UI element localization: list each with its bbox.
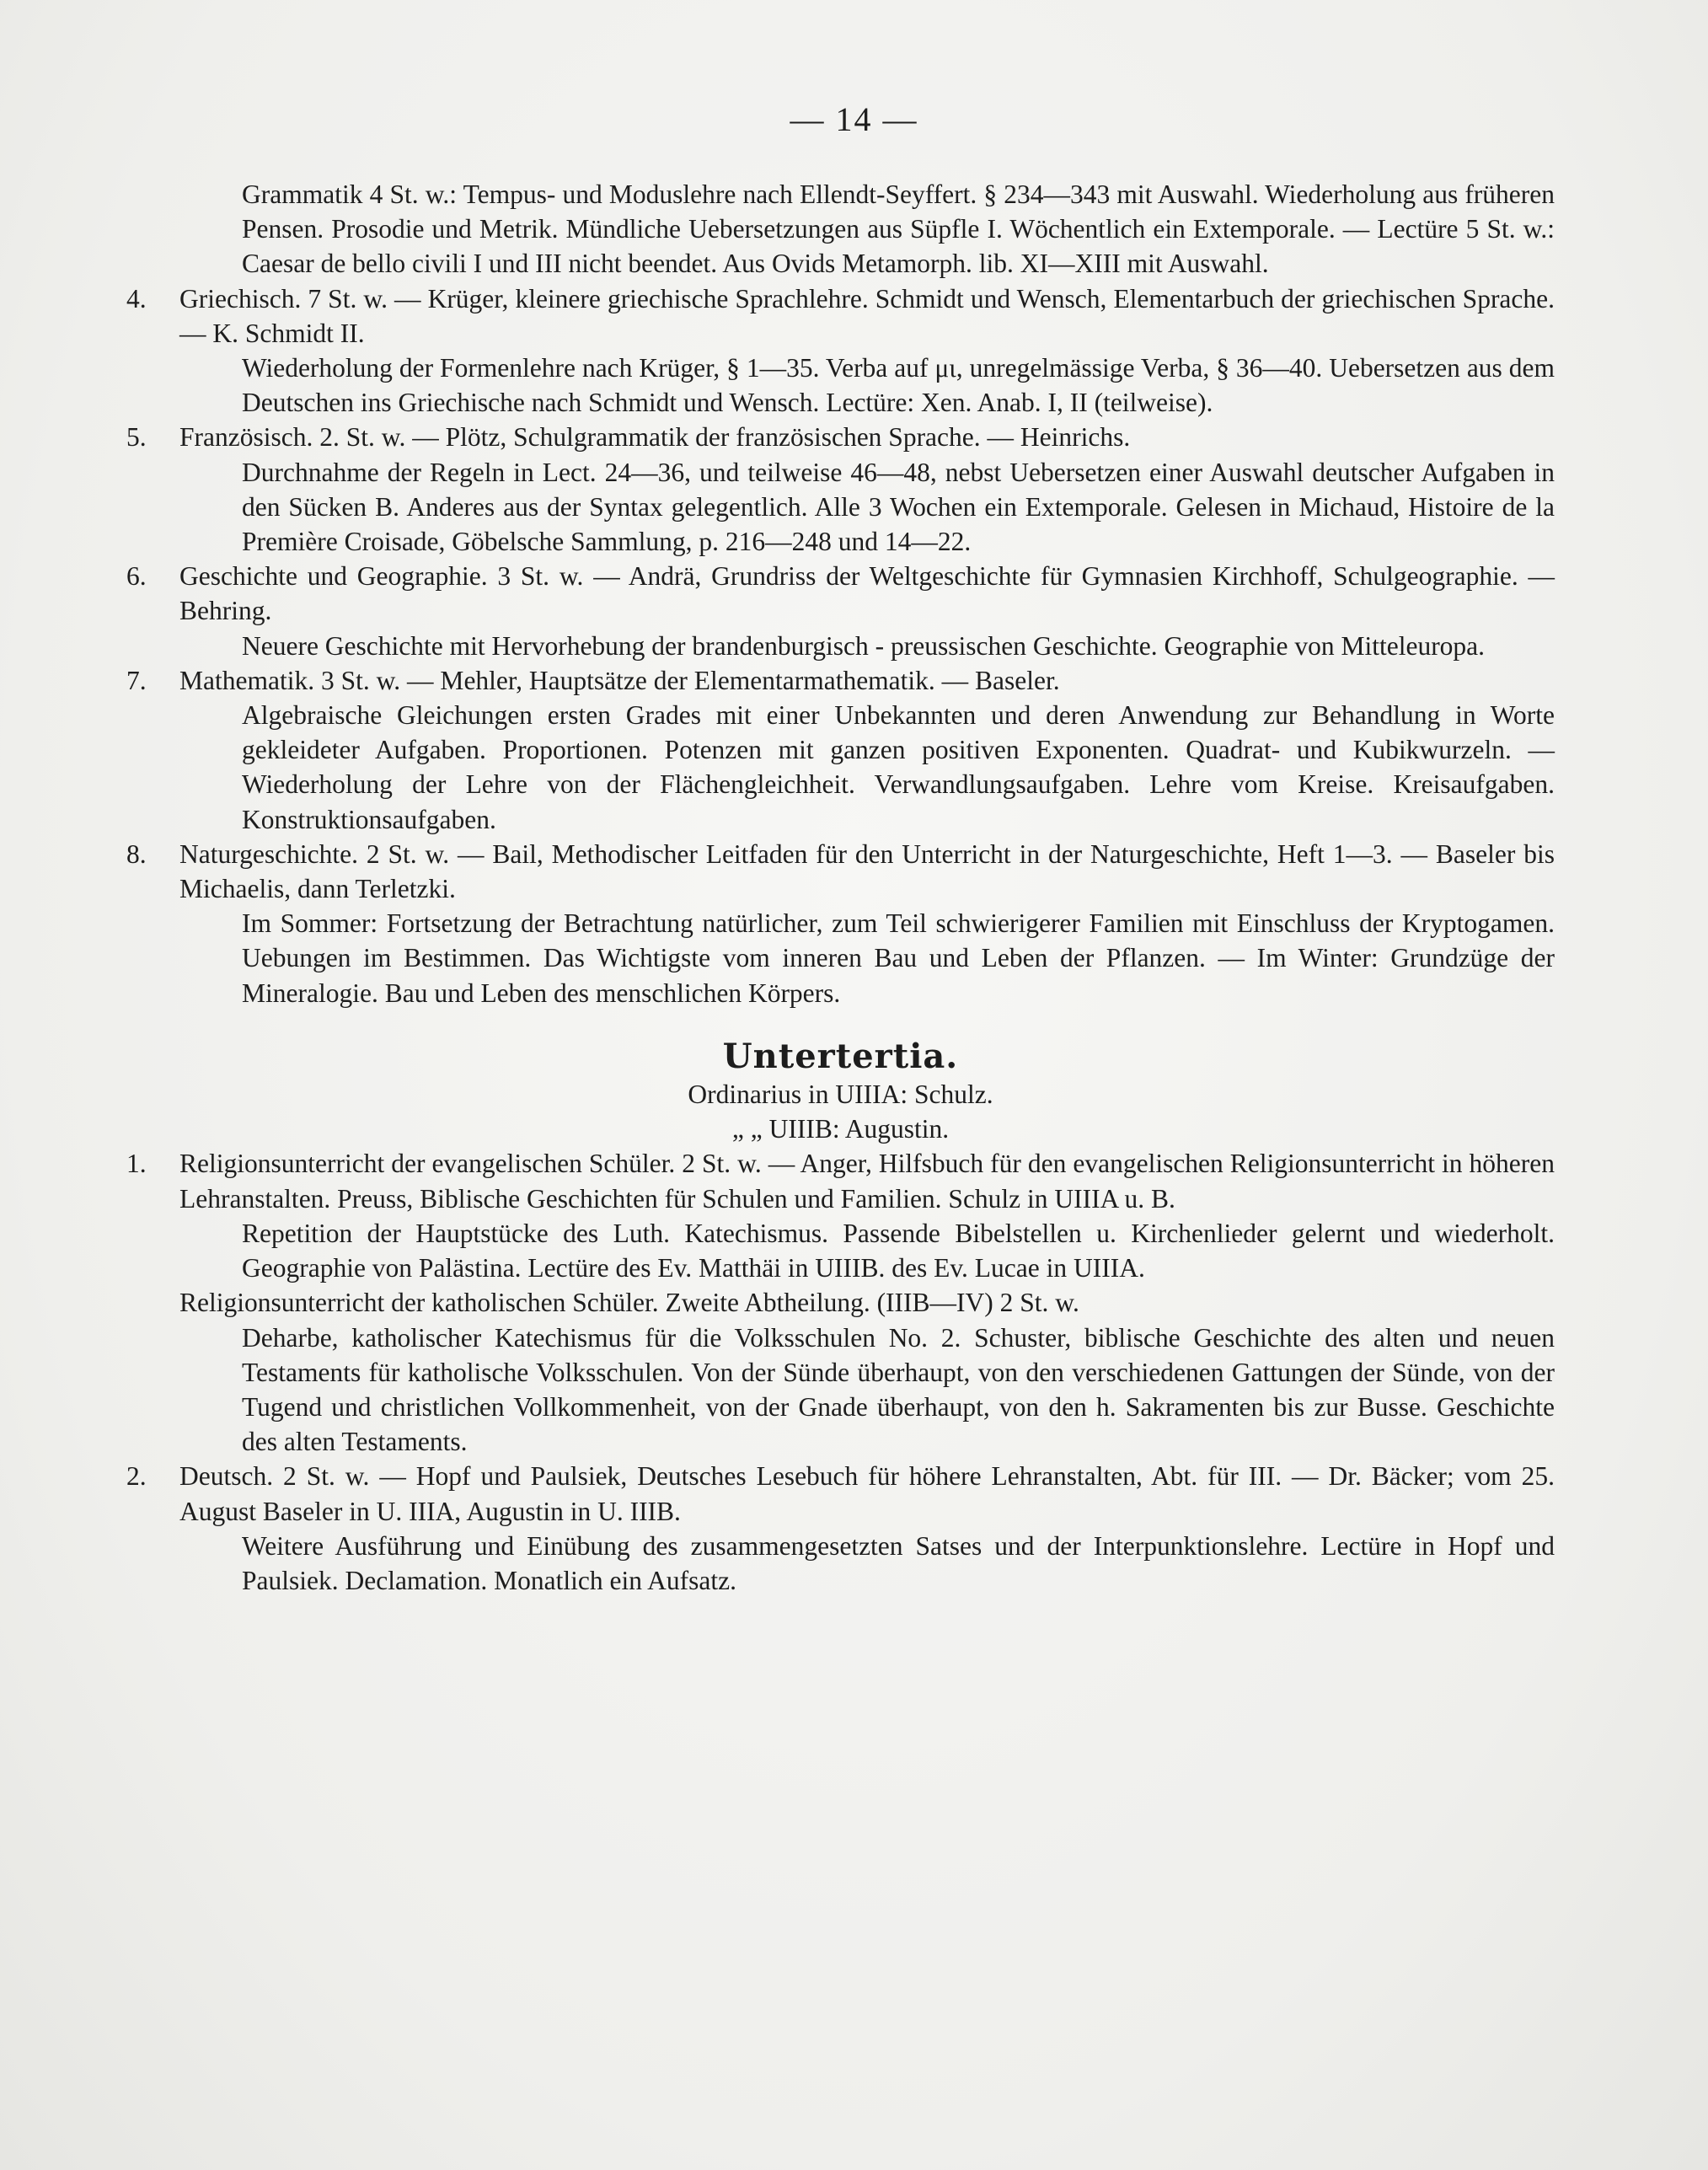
item-text: Deutsch. 2 St. w. — Hopf und Paulsiek, Deutsches Lesebuch für höhere Lehranstalten, Abt. für III. — Dr. Bäcker; vom 25. August Baseler in U. IIIA, Augustin in U. IIIB. [179, 1461, 1555, 1526]
item-number: 8. [126, 839, 147, 869]
paragraph-religion-evangelisch-detail: Repetition der Hauptstücke des Luth. Katechismus. Passende Bibelstellen u. Kirchenlieder gelernt und wiederholt. Geographie von Palästina. Lectüre des Ev. Matthäi in UIIIB. des Ev. Lucae in UIIIA. [242, 1218, 1555, 1283]
page-number: — 14 — [790, 100, 918, 138]
paragraph-religion-katholisch-detail: Deharbe, katholischer Katechismus für die Volksschulen No. 2. Schuster, biblische Geschichte des alten und neuen Testaments für katholische Volksschulen. Von der Sünde überhaupt, von den verschiedenen Gattungen der Sünde, von der Tugend und christlichen Vollkommenheit, von der Gnade überhaupt, von den h. Sakramenten bis zur Busse. Geschichte des alten Testaments. [242, 1322, 1555, 1457]
item-text: Mathematik. 3 St. w. — Mehler, Hauptsätze der Elementarmathematik. — Baseler. [179, 665, 1060, 695]
item-number: 7. [126, 665, 147, 695]
paragraph-deutsch-detail: Weitere Ausführung und Einübung des zusammengesetzten Satses und der Interpunktionslehre. Lectüre in Hopf und Paulsiek. Declamation. Monatlich ein Aufsatz. [242, 1530, 1555, 1595]
item-text: Französisch. 2. St. w. — Plötz, Schulgrammatik der französischen Sprache. — Heinrichs. [179, 422, 1131, 453]
item-geschichte [126, 559, 1555, 628]
item-text: Naturgeschichte. 2 St. w. — Bail, Methodischer Leitfaden für den Unterricht in der Naturgeschichte, Heft 1—3. — Baseler bis Michaelis, dann Terletzki. [179, 839, 1555, 904]
item-mathematik [126, 663, 1555, 698]
item-naturgeschichte [126, 837, 1555, 906]
item-text: Griechisch. 7 St. w. — Krüger, kleinere griechische Sprachlehre. Schmidt und Wensch, Elementarbuch der griechischen Sprache. — K. Schmidt II. [179, 283, 1555, 348]
ordinarius-line-1: Ordinarius in UIIIA: Schulz. [688, 1080, 993, 1110]
item-number: 1. [126, 1149, 147, 1179]
item-text: Geschichte und Geographie. 3 St. w. — Andrä, Grundriss der Weltgeschichte für Gymnasien Kirchhoff, Schulgeographie. — Behring. [179, 561, 1555, 626]
ordinarius-line-2: „ „ UIIIB: Augustin. [731, 1114, 950, 1144]
item-religion-evangelisch [126, 1146, 1555, 1215]
item-griechisch [126, 281, 1555, 351]
section-heading: Untertertia. [722, 1036, 959, 1076]
paragraph-naturgeschichte-detail: Im Sommer: Fortsetzung der Betrachtung natürlicher, zum Teil schwierigerer Familien mit Einschluss der Kryptogamen. Uebungen im Bestimmen. Das Wichtigste vom inneren Bau und Leben der Pflanzen. — Im Winter: Grundzüge der Mineralogie. Bau und Leben des menschlichen Körpers. [242, 908, 1555, 1008]
item-number: 5. [126, 422, 147, 453]
paragraph-geschichte-detail: Neuere Geschichte mit Hervorhebung der brandenburgisch - preussischen Geschichte. Geographie von Mitteleuropa. [242, 630, 1486, 661]
item-number: 4. [126, 283, 147, 313]
paragraph-griechisch-detail: Wiederholung der Formenlehre nach Krüger, § 1—35. Verba auf μι, unregelmässige Verba, § 36—40. Uebersetzen aus dem Deutschen ins Griechische nach Schmidt und Wensch. Lectüre: Xen. Anab. I, II (teilweise). [242, 353, 1555, 418]
item-number: 6. [126, 561, 147, 592]
paragraph-franzoesisch-detail: Durchnahme der Regeln in Lect. 24—36, und teilweise 46—48, nebst Uebersetzen einer Auswahl deutscher Aufgaben in den Sücken B. Anderes aus der Syntax gelegentlich. Alle 3 Wochen ein Extemporale. Gelesen in Michaud, Histoire de la Première Croisade, Göbelsche Sammlung, p. 216—248 und 14—22. [242, 457, 1555, 557]
item-franzoesisch [126, 420, 1555, 454]
paragraph-mathematik-detail: Algebraische Gleichungen ersten Grades mit einer Unbekannten und deren Anwendung zur Behandlung in Worte gekleideter Aufgaben. Proportionen. Potenzen mit ganzen positiven Exponenten. Quadrat- und Kubikwurzeln. — Wiederholung der Lehre von der Flächengleichheit. Verwandlungsaufgaben. Lehre vom Kreise. Kreisaufgaben. Konstruktionsaufgaben. [242, 700, 1555, 834]
document-body [126, 177, 1555, 1598]
item-text: Religionsunterricht der evangelischen Schüler. 2 St. w. — Anger, Hilfsbuch für den evangelischen Religionsunterricht in höheren Lehranstalten. Preuss, Biblische Geschichten für Schulen und Familien. Schulz in UIIIA u. B. [179, 1149, 1555, 1214]
paragraph-religion-katholisch: Religionsunterricht der katholischen Schüler. Zweite Abtheilung. (IIIB—IV) 2 St. w. [179, 1288, 1079, 1318]
item-deutsch [126, 1459, 1555, 1528]
paragraph-latin-continued: Grammatik 4 St. w.: Tempus- und Moduslehre nach Ellendt-Seyffert. § 234—343 mit Auswahl. Wiederholung aus früheren Pensen. Prosodie und Metrik. Mündliche Uebersetzungen aus Süpfle I. Wöchentlich ein Extemporale. — Lectüre 5 St. w.: Caesar de bello civili I und III nicht beendet. Aus Ovids Metamorph. lib. XI—XIII mit Auswahl. [242, 179, 1555, 279]
item-number: 2. [126, 1461, 147, 1492]
